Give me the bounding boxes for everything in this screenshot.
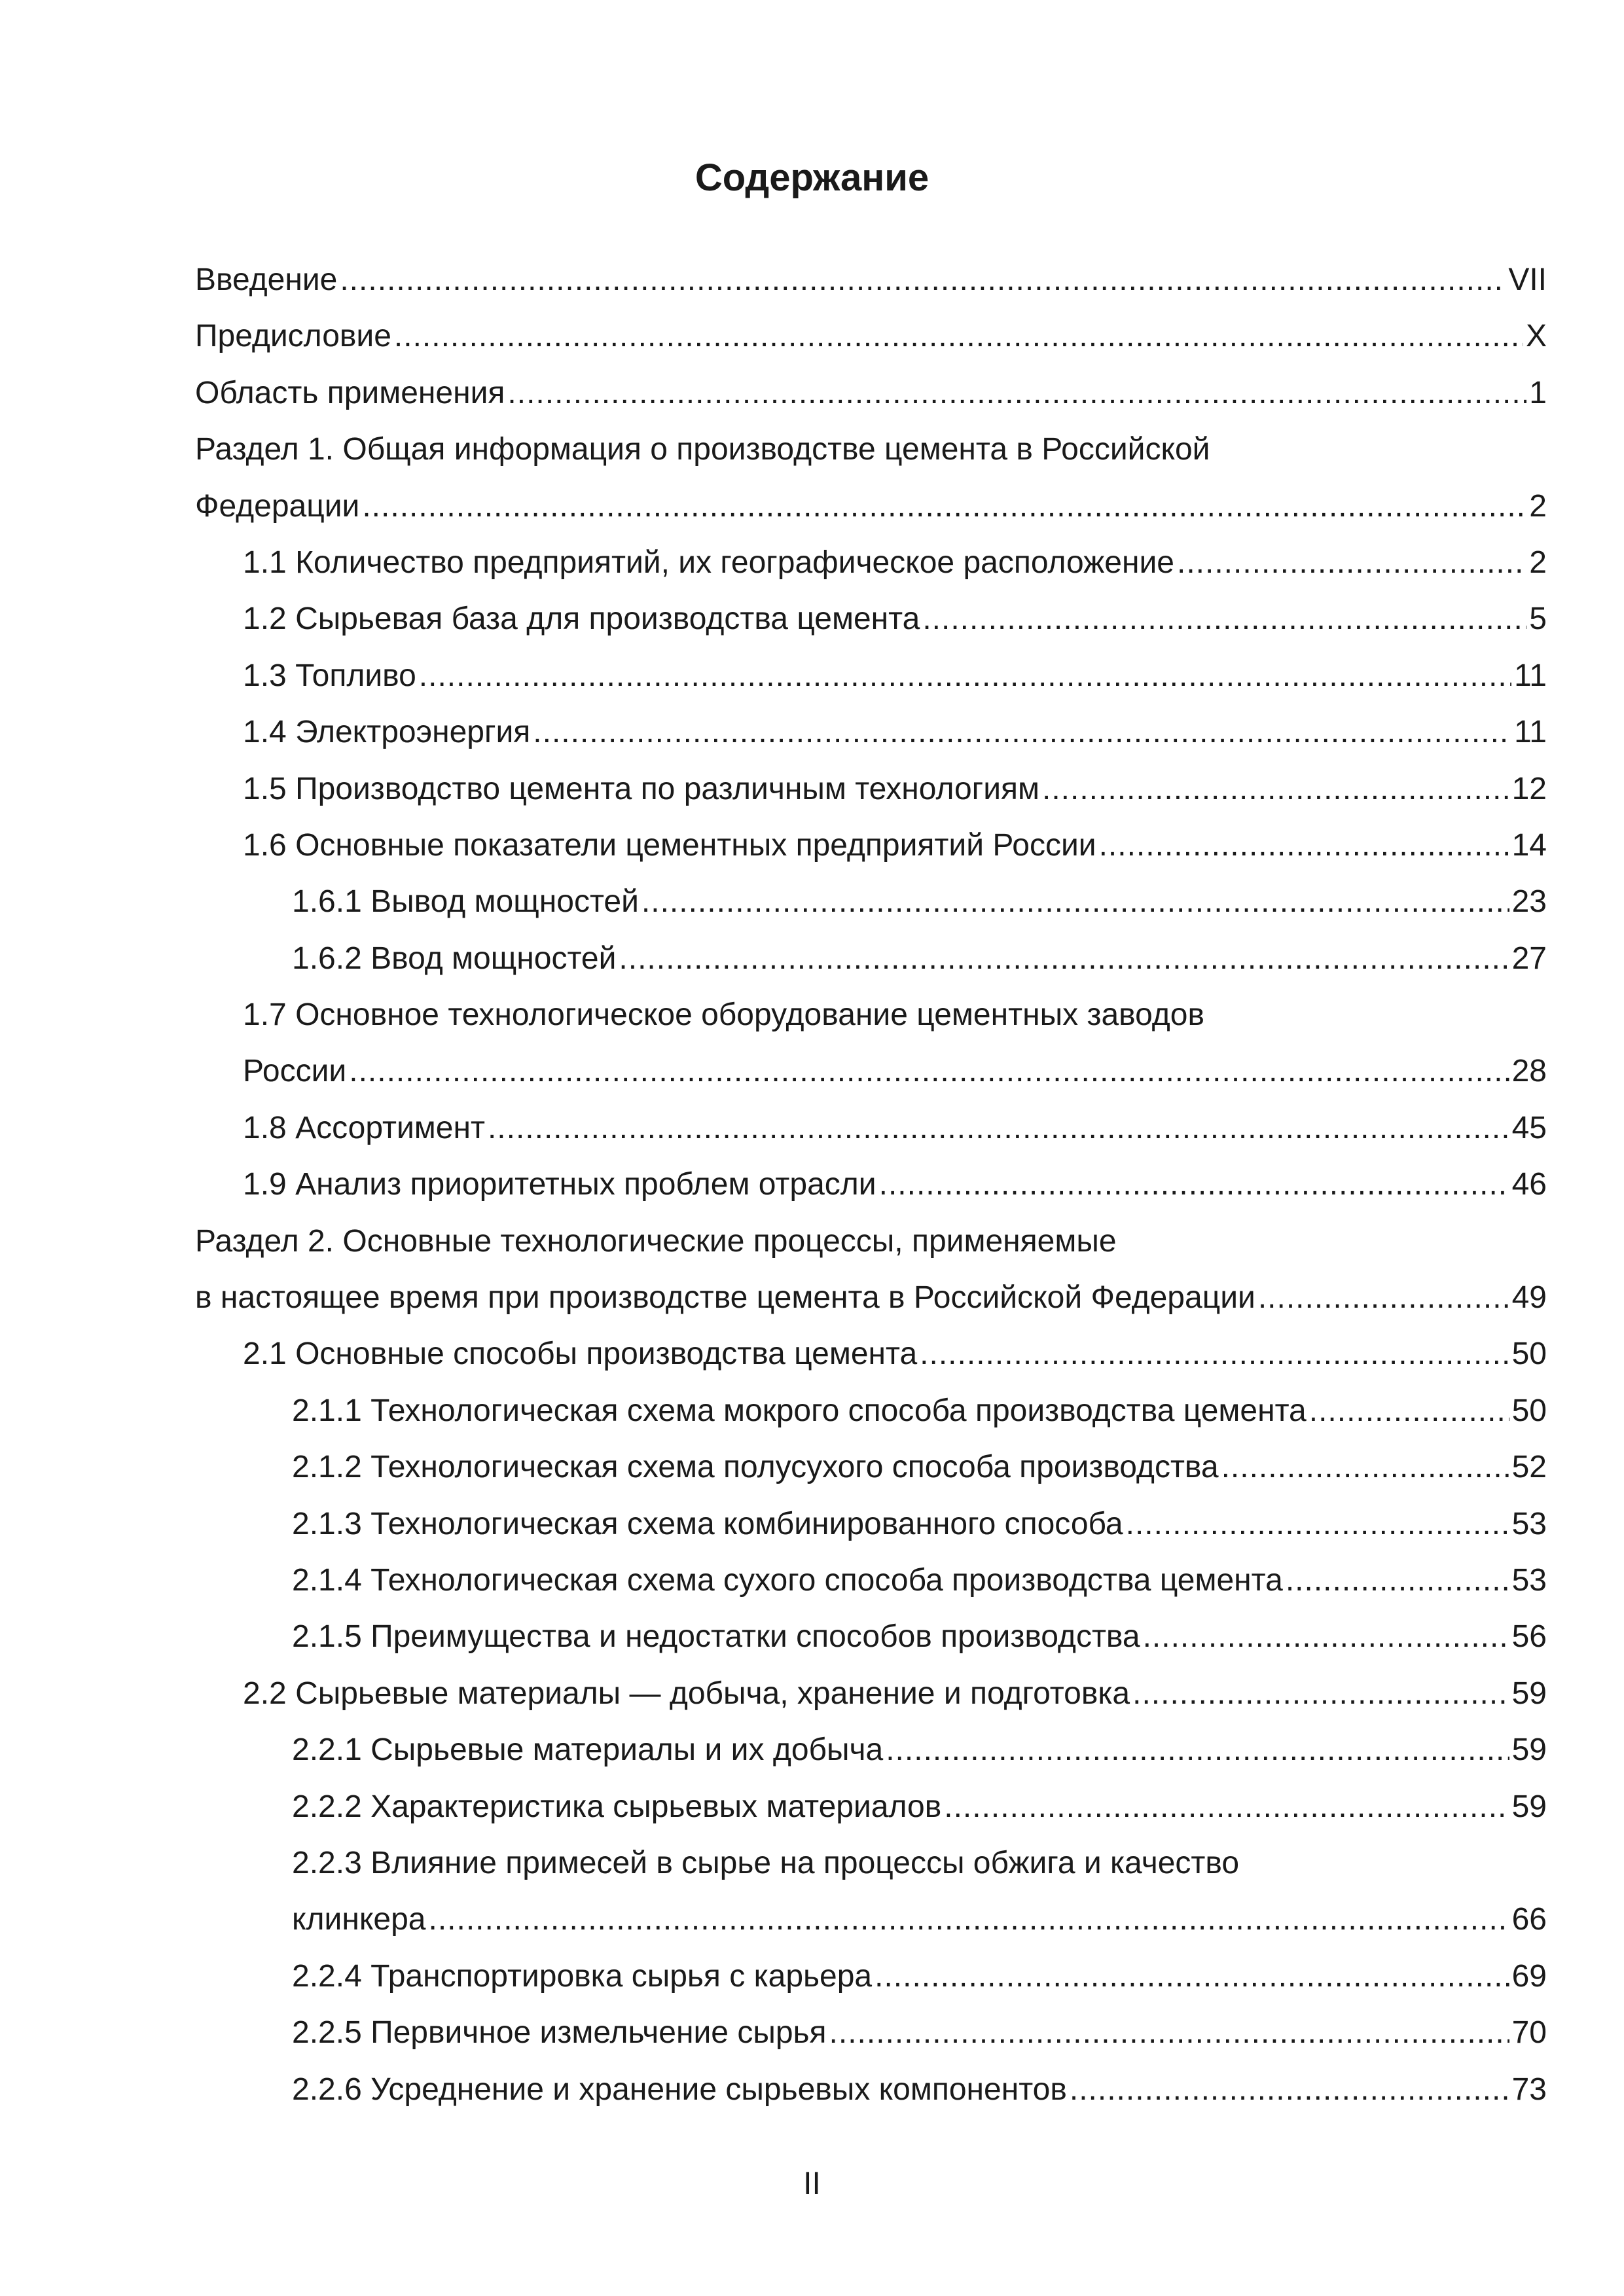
toc-entry-title: 1.4 Электроэнергия [243,715,531,750]
toc-leader-dots [1132,1666,1509,1722]
toc-leader-dots [886,1722,1509,1778]
toc-entry-page: 23 [1511,884,1547,920]
toc-entry-page: 53 [1511,1562,1547,1598]
toc-leader-dots [619,931,1509,987]
toc-entry-title: 1.9 Анализ приоритетных проблем отрасли [243,1167,876,1202]
toc-entry-page: 27 [1511,941,1547,976]
toc-entry-page: 73 [1511,2072,1547,2107]
toc-leader-dots [1221,1439,1509,1496]
toc-entry[interactable] [195,591,1547,647]
toc-entry[interactable] [195,308,1547,365]
toc-leader-dots [875,1948,1509,2005]
toc-entry[interactable] [195,1835,1547,1892]
toc-entry-row [195,365,1547,422]
toc-entry-page: 28 [1511,1054,1547,1089]
toc-entry[interactable] [195,252,1547,308]
toc-entry-page: 14 [1511,827,1547,863]
toc-entry[interactable] [195,365,1547,422]
toc-entry[interactable] [195,1779,1547,1835]
toc-leader-dots [1309,1383,1509,1439]
toc-entry-title: 1.7 Основное технологическое оборудование цементных заводов [243,997,1204,1033]
toc-entry[interactable] [195,2005,1547,2061]
toc-entry[interactable] [195,704,1547,761]
toc-entry[interactable] [195,761,1547,817]
toc-leader-dots [1258,1270,1509,1326]
toc-entry-row [292,2062,1547,2118]
toc-entry-row [243,761,1547,817]
toc-entry-page: X [1525,319,1547,354]
toc-leader-dots [1177,535,1526,591]
toc-entry[interactable] [195,817,1547,874]
toc-entry-row [292,1835,1547,1892]
toc-leader-dots [507,365,1526,422]
toc-entry-page: 53 [1511,1506,1547,1541]
toc-entry-page: 52 [1511,1450,1547,1485]
toc-entry-row [243,648,1547,704]
toc-entry-page: 12 [1511,771,1547,806]
toc-entry-title: Введение [195,262,338,297]
toc-entry-page: 50 [1511,1336,1547,1372]
toc-entry-row [195,308,1547,365]
toc-leader-dots [1042,761,1509,817]
toc-entry-page: 56 [1511,1619,1547,1655]
toc-entry-row [243,1043,1547,1100]
toc-entry-page: 45 [1511,1110,1547,1145]
toc-entry-row [243,591,1547,647]
toc-entry[interactable] [195,478,1547,535]
toc-entry[interactable] [195,874,1547,930]
toc-entry-title: 1.6.2 Ввод мощностей [292,941,617,976]
page-title: Содержание [695,156,929,199]
toc-leader-dots [533,704,1511,761]
toc-entry[interactable] [195,422,1547,478]
toc-leader-dots [1126,1496,1509,1552]
toc-entry[interactable] [195,1270,1547,1326]
toc-entry-title: 1.6 Основные показатели цементных предприятий России [243,827,1096,863]
toc-leader-dots [1286,1552,1509,1609]
toc-entry-row [195,478,1547,535]
toc-entry[interactable] [195,1892,1547,1948]
toc-entry[interactable] [195,2062,1547,2118]
toc-entry-row [292,1383,1547,1439]
toc-entry[interactable] [195,1326,1547,1382]
toc-entry-page: 66 [1511,1902,1547,1937]
toc-entry-page: 1 [1529,375,1547,410]
toc-entry-title: 2.2.6 Усреднение и хранение сырьевых компонентов [292,2072,1067,2107]
toc-entry-page: 69 [1511,1958,1547,1994]
toc-entry-row [292,1892,1547,1948]
toc-leader-dots [920,1326,1509,1382]
toc-entry-row [243,1326,1547,1382]
toc-entry-row [195,1270,1547,1326]
toc-entry[interactable] [195,1100,1547,1157]
toc-entry-page: 2 [1529,545,1547,580]
toc-entry-page: 59 [1511,1732,1547,1768]
toc-leader-dots [419,648,1511,704]
toc-leader-dots [394,308,1523,365]
toc-entry-page: 46 [1511,1167,1547,1202]
toc-entry-row [292,1439,1547,1496]
toc-entry-title: 1.3 Топливо [243,658,416,693]
toc-entry-row [292,1779,1547,1835]
table-of-contents [195,252,1547,2118]
toc-entry-title: 2.2.4 Транспортировка сырья с карьера [292,1958,873,1994]
toc-entry-row [292,2005,1547,2061]
toc-entry-title: Раздел 2. Основные технологические процессы, применяемые [195,1223,1117,1259]
toc-entry-row [195,1213,1547,1270]
toc-entry[interactable] [195,987,1547,1043]
toc-entry-title: Федерации [195,488,360,524]
toc-entry-row [195,252,1547,308]
toc-leader-dots [922,591,1526,647]
toc-entry[interactable] [195,931,1547,987]
toc-entry-row [292,1496,1547,1552]
toc-entry-title: 2.2 Сырьевые материалы — добыча, хранение и подготовка [243,1676,1130,1711]
toc-entry[interactable] [195,1552,1547,1609]
toc-leader-dots [641,874,1509,930]
toc-leader-dots [879,1157,1509,1213]
toc-entry-row [243,987,1547,1043]
toc-entry[interactable] [195,1157,1547,1213]
toc-entry[interactable] [195,1213,1547,1270]
toc-entry-row [243,817,1547,874]
toc-leader-dots [944,1779,1509,1835]
toc-entry-title: 1.1 Количество предприятий, их географическое расположение [243,545,1174,580]
toc-entry[interactable] [195,1043,1547,1100]
toc-entry-title: 2.1.4 Технологическая схема сухого способа производства цемента [292,1562,1283,1598]
toc-entry-title: 1.6.1 Вывод мощностей [292,884,639,920]
toc-entry[interactable] [195,535,1547,591]
toc-entry-title: Раздел 1. Общая информация о производстве цемента в Российской [195,432,1210,467]
toc-entry[interactable] [195,1496,1547,1552]
toc-entry-row [292,874,1547,930]
toc-entry[interactable] [195,1666,1547,1722]
toc-entry-row [292,931,1547,987]
toc-entry-title: 2.1.2 Технологическая схема полусухого способа производства [292,1450,1219,1485]
toc-entry-title: 2.2.3 Влияние примесей в сырье на процессы обжига и качество [292,1845,1240,1880]
toc-entry-row [243,1100,1547,1157]
toc-entry-page: VII [1508,262,1547,297]
toc-entry-title: клинкера [292,1902,426,1937]
toc-entry-title: 1.2 Сырьевая база для производства цемента [243,601,920,637]
toc-entry-page: 70 [1511,2015,1547,2051]
page-number: II [803,2166,821,2201]
toc-entry-title: 2.2.1 Сырьевые материалы и их добыча [292,1732,884,1768]
toc-entry-page: 11 [1514,658,1547,693]
toc-leader-dots [340,252,1506,308]
toc-entry-title: Предисловие [195,319,391,354]
toc-entry-row [243,1666,1547,1722]
toc-entry[interactable] [195,1722,1547,1778]
toc-entry[interactable] [195,1439,1547,1496]
toc-entry-title: 2.1.3 Технологическая схема комбинированного способа [292,1506,1123,1541]
toc-entry-title: 2.2.5 Первичное измельчение сырья [292,2015,827,2051]
toc-leader-dots [488,1100,1509,1157]
toc-entry-page: 5 [1529,601,1547,637]
toc-leader-dots [349,1043,1509,1100]
toc-entry-row [292,1552,1547,1609]
toc-leader-dots [1099,817,1509,874]
toc-leader-dots [829,2005,1509,2061]
toc-entry-page: 11 [1514,715,1547,750]
toc-entry[interactable] [195,648,1547,704]
toc-entry-title: Область применения [195,375,505,410]
toc-entry[interactable] [195,1948,1547,2005]
toc-entry-page: 59 [1511,1789,1547,1824]
toc-leader-dots [1070,2062,1509,2118]
toc-entry-row [292,1948,1547,2005]
toc-entry-row [243,535,1547,591]
toc-entry-page: 59 [1511,1676,1547,1711]
toc-entry-title: 2.2.2 Характеристика сырьевых материалов [292,1789,942,1824]
toc-entry-row [243,704,1547,761]
toc-entry-title: России [243,1054,347,1089]
toc-entry-title: 1.5 Производство цемента по различным технологиям [243,771,1039,806]
toc-entry-title: 2.1 Основные способы производства цемента [243,1336,918,1372]
toc-entry-page: 2 [1529,488,1547,524]
toc-leader-dots [362,478,1526,535]
toc-entry-row [243,1157,1547,1213]
toc-entry[interactable] [195,1383,1547,1439]
toc-entry[interactable] [195,1609,1547,1665]
toc-entry-row [195,422,1547,478]
toc-entry-row [292,1609,1547,1665]
toc-entry-title: 2.1.5 Преимущества и недостатки способов производства [292,1619,1140,1655]
toc-entry-title: в настоящее время при производстве цемента в Российской Федерации [195,1280,1255,1316]
toc-leader-dots [1143,1609,1509,1665]
toc-entry-title: 2.1.1 Технологическая схема мокрого способа производства цемента [292,1393,1307,1428]
toc-entry-page: 49 [1511,1280,1547,1316]
toc-entry-title: 1.8 Ассортимент [243,1110,485,1145]
toc-entry-row [292,1722,1547,1778]
toc-leader-dots [429,1892,1509,1948]
toc-entry-page: 50 [1511,1393,1547,1428]
